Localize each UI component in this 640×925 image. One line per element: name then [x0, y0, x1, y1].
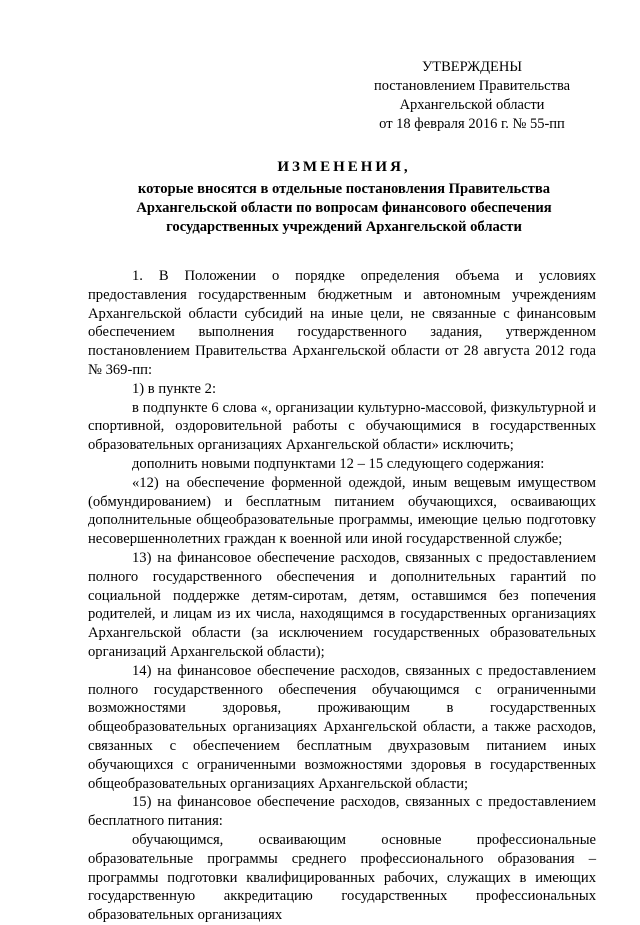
approval-date: от 18 февраля 2016 г. № 55-пп [379, 116, 565, 132]
paragraph: 14) на финансовое обеспечение расходов, связанных с предоставлением полного государственного обеспечения обучающимся с ограниченными возможностями здоровья, проживающим в государственных общеобразовательных организациях Архангельской области, а также расходов, связанных с обеспечением бесплатным двухразовым питанием иных обучающихся с ограниченными возможностями здоровья в государственных общеобразовательных организациях Архангельской области; [88, 662, 596, 792]
paragraph: 15) на финансовое обеспечение расходов, связанных с предоставлением бесплатного питания: [88, 794, 596, 830]
approval-line: Архангельской области [399, 97, 545, 113]
title-heading: ИЗМЕНЕНИЯ, [277, 159, 411, 175]
paragraph: 1) в пункте 2: [132, 380, 217, 397]
approval-heading: УТВЕРЖДЕНЫ [421, 59, 523, 75]
approval-line: постановлением Правительства [373, 78, 571, 94]
document-body [88, 267, 596, 925]
document-title [86, 158, 602, 237]
title-subline: государственных учреждений Архангельской области [166, 219, 522, 235]
title-subline: которые вносятся в отдельные постановления Правительства [137, 181, 551, 197]
paragraph: «12) на обеспечение форменной одеждой, иным вещевым имуществом (обмундированием) и бесплатным питанием обучающихся, осваивающих дополнительные общеобразовательные программы, имеющие целью подготовку несовершеннолетних граждан к военной или иной государственной службе; [88, 474, 596, 548]
paragraph: 1. В Положении о порядке определения объема и условиях предоставления государственным бюджетным и автономным учреждениям Архангельской области субсидий на иные цели, не связанные с финансовым обеспечением выполнения государственного задания, утвержденном постановлением Правительства Архангельской области от 28 августа 2012 года № 369-пп: [88, 268, 596, 378]
paragraph: в подпункте 6 слова «, организации культурно-массовой, физкультурной и спортивной, оздоровительной работы с обучающимися в государственных образовательных организациях Архангельской области» исключить; [88, 399, 596, 454]
paragraph: обучающимся, осваивающим основные профессиональные образовательные программы среднего профессионального образования – программы подготовки квалифицированных рабочих, служащих в имеющих государственную аккредитацию государственных профессиональных образовательных организациях [88, 831, 596, 924]
paragraph: дополнить новыми подпунктами 12 – 15 следующего содержания: [132, 455, 545, 472]
title-subline: Архангельской области по вопросам финансового обеспечения [136, 200, 552, 216]
approval-stamp [352, 58, 592, 134]
paragraph: 13) на финансовое обеспечение расходов, связанных с предоставлением полного государственного обеспечения и дополнительных гарантий по социальной поддержке детям-сиротам, детям, оставшимся без попечения родителей, и лицам из их числа, находящимся в государственных организациях Архангельской области (за исключением государственных образовательных организаций Архангельской области); [88, 549, 596, 660]
